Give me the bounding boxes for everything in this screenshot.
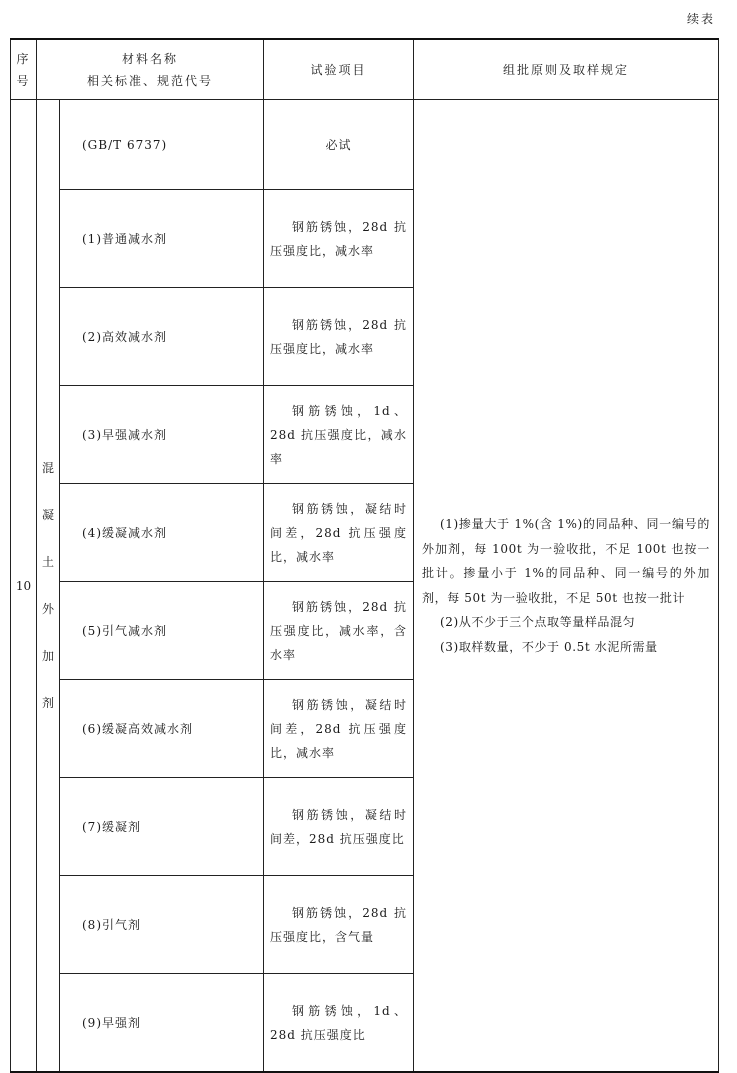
test-items-text: 钢筋锈蚀，1d、28d 抗压强度比，减水率 xyxy=(270,403,408,466)
test-items xyxy=(264,288,414,386)
material-name: (1)普通减水剂 xyxy=(60,190,264,288)
test-items-text: 钢筋锈蚀，凝结时间差，28d 抗压强度比 xyxy=(270,807,408,846)
test-items xyxy=(264,386,414,484)
category-cell xyxy=(37,100,60,1073)
category-char: 土 xyxy=(41,554,54,569)
category-char: 混 xyxy=(41,460,54,475)
test-items xyxy=(264,484,414,582)
header-material-line1: 材料名称 xyxy=(122,51,179,66)
table-row xyxy=(11,100,719,190)
test-items-text: 钢筋锈蚀，28d 抗压强度比，含气量 xyxy=(270,905,408,944)
test-items xyxy=(264,778,414,876)
test-items xyxy=(264,582,414,680)
test-items-text: 钢筋锈蚀，28d 抗压强度比，减水率 xyxy=(270,317,408,356)
category-char: 外 xyxy=(41,601,54,616)
test-items-text: 钢筋锈蚀，28d 抗压强度比，减水率 xyxy=(270,219,408,258)
rule-item: (1)掺量大于 1%(含 1%)的同品种、同一编号的外加剂，每 100t 为一验收批，不足 100t 也按一批计。掺量小于 1%的同品种、同一编号的外加剂，每 50t 为一验收批，不足 50t 也按一批计 xyxy=(422,517,711,605)
rule-item: (3)取样数量，不少于 0.5t 水泥所需量 xyxy=(440,639,658,654)
material-name: (4)缓凝减水剂 xyxy=(60,484,264,582)
material-name: (8)引气剂 xyxy=(60,876,264,974)
test-items-text: 钢筋锈蚀，1d、28d 抗压强度比 xyxy=(270,1003,408,1042)
material-name: (7)缓凝剂 xyxy=(60,778,264,876)
header-seq-line1: 序 xyxy=(16,51,31,66)
material-name: (9)早强剂 xyxy=(60,974,264,1073)
test-items xyxy=(264,974,414,1073)
test-items-text: 钢筋锈蚀，28d 抗压强度比，减水率，含水率 xyxy=(270,599,408,662)
test-items xyxy=(264,876,414,974)
header-material xyxy=(37,39,264,100)
header-material-line2: 相关标准、规范代号 xyxy=(87,73,214,88)
material-name: (3)早强减水剂 xyxy=(60,386,264,484)
test-items-text: 钢筋锈蚀，凝结时间差，28d 抗压强度比，减水率 xyxy=(270,501,408,564)
material-name: (GB/T 6737) xyxy=(60,100,264,190)
category-char: 凝 xyxy=(41,507,54,522)
rules-cell xyxy=(414,100,719,1073)
material-name: (6)缓凝高效减水剂 xyxy=(60,680,264,778)
test-items xyxy=(264,680,414,778)
test-items: 必试 xyxy=(264,100,414,190)
sampling-table xyxy=(10,38,719,1073)
category-char: 加 xyxy=(41,648,54,663)
material-name: (2)高效减水剂 xyxy=(60,288,264,386)
continued-label: 续表 xyxy=(686,12,715,26)
seq-number: 10 xyxy=(11,100,37,1073)
material-name: (5)引气减水剂 xyxy=(60,582,264,680)
rule-item: (2)从不少于三个点取等量样品混匀 xyxy=(440,615,636,629)
header-row xyxy=(11,39,719,100)
test-items-text: 钢筋锈蚀，凝结时间差，28d 抗压强度比，减水率 xyxy=(270,697,408,760)
test-items xyxy=(264,190,414,288)
category-char: 剂 xyxy=(41,695,54,710)
header-seq xyxy=(11,39,37,100)
header-rules: 组批原则及取样规定 xyxy=(414,39,719,100)
header-tests: 试验项目 xyxy=(264,39,414,100)
header-seq-line2: 号 xyxy=(16,73,31,88)
